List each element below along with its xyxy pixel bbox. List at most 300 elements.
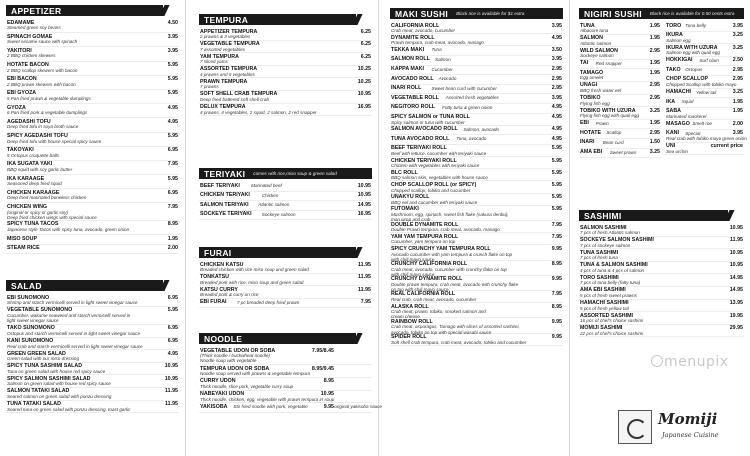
menu-item	[390, 303, 563, 318]
item-description: BBQ fresh water eel	[580, 88, 622, 94]
item-price: 7.95	[551, 291, 562, 298]
menu-item	[199, 365, 372, 378]
item-description: Spicy salmon or tuna with cucumber	[391, 119, 465, 125]
menu-item	[6, 76, 179, 90]
menu-item	[6, 294, 179, 307]
menu-item	[6, 47, 179, 61]
item-price: 3.25	[732, 89, 743, 96]
sashimi-header	[579, 210, 744, 221]
menu-item	[390, 157, 563, 169]
appetizer-header	[6, 5, 179, 16]
menu-item	[579, 129, 661, 139]
item-name: VEGETABLE TEMPURA	[200, 41, 260, 48]
item-name: YAKITORI	[7, 47, 32, 54]
salad-title: SALAD	[11, 280, 42, 291]
item-name: MOMIJI SASHIMI	[580, 325, 623, 332]
item-name: SOCKEYE TERIYAKI	[200, 211, 252, 218]
item-description: Red snapper	[595, 60, 622, 66]
menu-item	[579, 262, 744, 275]
item-description: Egg omelet	[580, 75, 604, 81]
item-price: 2.00	[167, 245, 178, 252]
item-price: 2.95	[732, 66, 743, 73]
menu-column-2	[193, 0, 383, 456]
item-description: (original or spicy or garlic soy)	[7, 209, 69, 215]
item-name: CALIFORNIA ROLL	[391, 22, 440, 29]
menu-item	[199, 78, 372, 91]
item-name: EBI BACON	[7, 76, 37, 83]
menu-item	[6, 235, 179, 245]
item-name: SOCKEYE SALMON SASHIMI	[580, 237, 654, 244]
menu-item	[6, 350, 179, 363]
item-description: Sweet bean curd with cucumber	[431, 85, 497, 91]
menu-column-4	[573, 0, 750, 456]
menu-item	[579, 60, 661, 70]
menu-item	[665, 143, 744, 156]
item-description: Prawn tempura, crab meat, avocado, masago	[391, 40, 484, 46]
furai-header	[199, 247, 372, 258]
item-description: 4 prawns, 4 vegetables, 2 squid, 2 salmon, 2 red snapper	[200, 109, 317, 115]
item-price: 1.95	[732, 108, 743, 115]
menu-item	[390, 291, 563, 303]
item-description: Crab meat, asparagus, Tamago with slices of assorted sashimi,	[391, 324, 520, 330]
menu-item	[579, 287, 744, 300]
menu-item	[665, 89, 744, 99]
tempura-title: TEMPURA	[204, 14, 249, 25]
menu-item	[665, 44, 744, 57]
item-description: 7 prawns	[200, 84, 219, 90]
item-description: Surf clam	[699, 57, 719, 63]
item-name: TAKO SUNOMONO	[7, 325, 55, 332]
item-description: Chopped Scallop with tobiko mayo	[666, 82, 737, 88]
item-price: 29.95	[729, 325, 743, 332]
menu-item	[6, 147, 179, 161]
item-price: 10.95	[729, 249, 743, 256]
item-name: SPINACH GOMAE	[7, 33, 53, 40]
item-name: TOBIKO WITH UZURA	[580, 107, 636, 114]
item-description: Bean curd	[602, 139, 624, 145]
item-description: 2 prawns & 3 vegetables	[200, 34, 251, 40]
item-name: CRUNCHY CALIFORNIA ROLL	[391, 261, 468, 268]
item-price: 11.95	[165, 388, 178, 395]
item-description: 7 pcs of tuna belly (fatty tuna)	[580, 280, 641, 286]
menu-item	[390, 66, 563, 76]
item-name: KANI	[666, 130, 679, 137]
menu-item	[665, 32, 744, 45]
item-name: DELUX TEMPURA	[200, 104, 246, 111]
item-description: 5 Octopus croquette balls	[7, 152, 60, 158]
item-price: 2.00	[732, 120, 743, 127]
item-name: DYNAMITE ROLL	[391, 34, 435, 41]
item-name: HOTATE BACON	[7, 62, 49, 69]
item-price: 10.95	[164, 363, 178, 370]
item-description: 16 pcs of chef's choice sashimi	[580, 318, 644, 324]
item-name: YAM YAM TEMPURA ROLL	[391, 233, 459, 240]
item-description: Salmon, avocado	[463, 126, 499, 132]
menu-item	[390, 221, 563, 233]
item-name: DOUBLE DYNAMITE ROLL	[391, 221, 459, 228]
item-description: Tuna on green salad with house red spicy sauce	[7, 368, 106, 374]
menu-item	[390, 104, 563, 114]
item-description: 5 Pan fried prawn & vegetable dumplings	[7, 96, 91, 102]
nigiri-section	[579, 8, 747, 199]
item-name: SALMON SASHIMI	[580, 224, 627, 231]
item-description-line2: on top with chili mayo sauce	[391, 286, 449, 292]
item-name: GREEN GREEN SALAD	[7, 350, 66, 357]
menu-item	[390, 22, 563, 34]
menu-item	[665, 57, 744, 67]
item-price: 2.95	[649, 95, 660, 102]
item-price: current price	[710, 143, 743, 150]
item-price: 2.95	[649, 82, 660, 89]
item-name: VEGETABLE SUNOMONO	[7, 307, 73, 314]
menu-item	[579, 274, 744, 287]
menu-item	[579, 139, 661, 149]
item-name: CRUNCHY DYNAMITE ROLL	[391, 276, 463, 283]
item-price: 1.95	[649, 120, 660, 127]
appetizer-title: APPETIZER	[11, 5, 62, 16]
item-description: 7 pcs of fresh tuna	[580, 255, 618, 261]
item-price: 16.95	[357, 104, 371, 111]
menu-item	[579, 47, 661, 60]
menu-item	[6, 118, 179, 132]
watermark: menupix	[664, 354, 729, 370]
menu-item	[579, 325, 744, 338]
item-price: 6.95	[167, 147, 178, 154]
item-price: 2.95	[551, 75, 562, 82]
item-name: TEMPURA UDON OR SOBA	[200, 365, 270, 372]
item-price: 4.95	[551, 135, 562, 142]
item-description: 4 prawns and 5 vegetables	[200, 71, 255, 77]
item-name: BLC ROLL	[391, 169, 418, 176]
item-description: Steamed green soy beans	[7, 25, 61, 31]
appetizer-section	[6, 5, 179, 254]
item-description: Octopus and starch vermicelli served in light sweet vinegar sauce	[7, 331, 141, 337]
item-price: 9.95	[551, 334, 562, 341]
item-price: 10.95	[729, 224, 743, 231]
item-name: SPICY CRUNCHY YAM TEMPURA ROLL	[391, 245, 491, 252]
item-price: 5.95	[167, 175, 178, 182]
menu-item	[199, 91, 372, 104]
menu-item	[579, 22, 661, 35]
menu-item	[579, 35, 661, 48]
item-name: SALMON TATAKI SALAD	[7, 388, 70, 395]
item-name: SOFT SHELL CRAB TEMPURA	[200, 91, 278, 98]
item-description: Deep fried marinated boneless chicken	[7, 195, 87, 201]
item-price: 4.95	[551, 34, 562, 41]
item-price: 5.95	[167, 307, 178, 314]
item-name: MISO SOUP	[7, 235, 38, 242]
item-name: YAM TEMPURA	[200, 53, 239, 60]
item-name: EBI GYOZA	[7, 90, 37, 97]
menu-item	[199, 104, 372, 117]
item-price: 14.95	[729, 287, 743, 294]
item-description: Fatty tuna & green onion	[442, 104, 493, 110]
item-price: 8.95	[551, 261, 562, 268]
item-description: 7 assorted vegetables	[200, 46, 245, 52]
item-price: 8.95	[551, 303, 562, 310]
noodle-section	[199, 333, 383, 413]
item-description: 22 pcs of chef's choice sashimi	[580, 330, 644, 336]
brand-name: Momiji	[658, 410, 718, 428]
item-name: AGEDASHI TOFU	[7, 118, 51, 125]
item-description: Assorted fresh vegetables	[445, 95, 499, 101]
item-price: 6.95	[167, 325, 178, 332]
item-name: AMA EBI SASHIMI	[580, 287, 626, 294]
furai-list	[199, 261, 372, 308]
item-name: SPICY SALMON SASHIMI SALAD	[7, 375, 91, 382]
item-note: original yakisoba sauce	[334, 404, 383, 410]
item-price: 5.95	[551, 181, 562, 188]
item-description: Flying fish egg with quail egg	[580, 113, 639, 119]
item-description: Tuna, avocado	[456, 136, 487, 142]
salad-list	[6, 294, 179, 413]
item-name: TUNA SASHIMI	[580, 249, 619, 256]
item-description-line2: avocado, tobiko on top with special wasabi sauce	[391, 329, 492, 335]
item-description: Salmon egg	[666, 37, 691, 43]
item-description: Deep fried tofu with house special spicy sauce	[7, 138, 102, 144]
item-name: TUNA TATAKI SALAD	[7, 401, 61, 408]
item-price: 8.95	[323, 378, 334, 385]
item-note: Special	[685, 130, 701, 136]
item-description: BBQ salmon skin, vegetables with house sauce	[391, 175, 488, 181]
item-price: 3.25	[649, 149, 660, 156]
item-price: 8.95/9.45	[311, 365, 334, 372]
noodle-list	[199, 347, 383, 413]
menu-item	[579, 120, 661, 130]
menu-item	[6, 363, 179, 376]
salad-section	[6, 280, 179, 413]
item-price: 6.25	[360, 41, 371, 48]
item-name: SALMON AVOCADO ROLL	[391, 126, 458, 133]
item-price: 1.95	[732, 98, 743, 105]
item-description: Cucumber	[431, 66, 453, 72]
item-description: 7 pcs of fresh Atlantic salmon	[580, 230, 640, 236]
item-description: Octopus	[685, 67, 703, 73]
item-description: Sweet prawn	[609, 149, 637, 155]
menu-item	[199, 192, 372, 202]
menu-item	[390, 261, 563, 276]
item-description: Seared salmon on green salad with ponzu dressing	[7, 394, 112, 400]
item-name: REAL CALIFORNIA ROLL	[391, 291, 456, 298]
item-price: 2.95	[649, 129, 660, 136]
item-price: 10.95	[357, 182, 371, 189]
menu-item	[6, 33, 179, 47]
nigiri-list-left	[579, 22, 661, 158]
item-price: 4.95	[551, 126, 562, 133]
item-price: 11.95	[358, 286, 371, 293]
maki-list	[390, 22, 563, 346]
item-name: RAINBOW ROLL	[391, 318, 433, 325]
menu-item	[390, 318, 563, 333]
menu-item	[390, 181, 563, 193]
item-name: SPICY SALMON or TUNA ROLL	[391, 114, 470, 121]
item-price: 2.95	[649, 47, 660, 54]
item-price: 6.95	[167, 338, 178, 345]
item-name: AMA EBI	[580, 149, 603, 156]
item-price: 2.95	[551, 85, 562, 92]
item-description: Seared tuna on green salad with ponzu dressing, toast garlic	[7, 406, 131, 412]
menu-item	[579, 249, 744, 262]
item-description: Stir fried noodle with pork, vegetable	[233, 404, 308, 410]
item-price: 3.25	[732, 32, 743, 39]
item-price: 1.95	[649, 60, 660, 67]
item-price: 7.95	[551, 233, 562, 240]
restaurant-logo	[618, 404, 738, 452]
menu-item	[199, 299, 372, 309]
menu-item	[390, 145, 563, 157]
item-price: 10.95	[729, 262, 743, 269]
item-price: 5.95	[551, 169, 562, 176]
menu-item	[199, 347, 372, 365]
item-description: Squid	[681, 99, 694, 105]
item-price: 6.25	[360, 28, 371, 35]
item-name: CHICKEN WING	[7, 203, 48, 210]
menu-column-3	[384, 0, 570, 456]
item-description: BBQ squid with soy garlic butter	[7, 166, 73, 172]
item-price: 2.95	[551, 66, 562, 73]
nigiri-list-right	[665, 22, 747, 155]
item-price: 11.95	[165, 401, 178, 408]
item-description: Deep fried battered soft shell crab	[200, 97, 269, 103]
item-description: Crab meat, prawn, tobiko, smoked salmon and	[391, 309, 486, 315]
maple-leaf-icon	[618, 410, 652, 444]
tempura-header	[199, 14, 372, 25]
item-price: 6.95	[167, 294, 178, 301]
item-price: 4.95	[167, 350, 178, 357]
item-name: CHICKEN KARAAGE	[7, 189, 60, 196]
item-name: IKURA	[666, 32, 683, 39]
item-description: Marinated mackerel	[666, 113, 707, 119]
item-description: Japanese style Tacos with spicy tuna, avocado, green onion	[7, 226, 130, 232]
item-description: BBQ eel and cucumber with teriyaki sauce	[391, 199, 478, 205]
item-description: 7 pc breaded deep fried prawn	[236, 299, 300, 305]
furai-section	[199, 247, 372, 308]
menu-item	[579, 224, 744, 237]
item-name: TEKKA MAKI	[391, 46, 425, 53]
menu-item	[6, 338, 179, 351]
menu-item	[390, 194, 563, 206]
item-description: Salmon	[435, 56, 451, 62]
menu-item	[199, 211, 372, 221]
menu-item	[579, 149, 661, 159]
item-description: Prawn	[595, 120, 609, 126]
item-price: 2.95	[732, 76, 743, 83]
menu-item	[665, 98, 744, 108]
item-price: 9.95	[323, 403, 334, 410]
item-name: CURRY UDON	[200, 378, 236, 385]
teriyaki-list	[199, 182, 372, 220]
item-price: 9.95	[551, 245, 562, 252]
item-description: Breaded pork with rice, miso soup and green salad	[200, 279, 304, 285]
item-name: APPETIZER TEMPURA	[200, 28, 258, 35]
item-name: ASSORTED SASHIMI	[580, 312, 633, 319]
menu-item	[6, 161, 179, 175]
item-price: 11.95	[358, 274, 371, 281]
item-name: TORO	[666, 22, 682, 29]
item-description-line2: with chili mayo sauce	[391, 256, 435, 262]
item-description: Thick noodle, chicken, egg, vegetable with prawn tempura in soup	[200, 396, 335, 402]
item-description: (Thick noodle / buckwheat noodle)	[200, 353, 270, 359]
item-description: Crab meat, avocado, cucumber	[391, 28, 456, 34]
item-description: Scallop	[606, 130, 622, 136]
item-description: Real crab and starch vermicelli served in light sweet vinegar sauce	[7, 343, 143, 349]
item-name: TAMAGO	[580, 69, 604, 76]
item-price: 11.95	[730, 237, 743, 244]
menu-column-1	[0, 0, 186, 456]
item-price: 3.95	[732, 130, 743, 137]
item-price: 9.95	[551, 318, 562, 325]
menu-item	[199, 403, 383, 413]
item-description: Sockeye salmon	[580, 53, 614, 59]
item-name: MASAGO	[666, 120, 690, 127]
item-name: TORO SASHIMI	[580, 274, 619, 281]
item-description: Beef with lettuce, cucumber with teriyaki sauce	[391, 151, 487, 156]
item-description: Real crab with tobiko mayo green onion	[666, 136, 747, 142]
salad-header	[6, 280, 179, 291]
menu-item	[579, 237, 744, 250]
item-description: Sockeye salmon	[261, 211, 296, 217]
item-name: HOTATE	[580, 129, 601, 136]
item-price: 7.95	[360, 299, 371, 306]
item-name: CHICKEN KATSU	[200, 261, 244, 268]
item-name: AVOCADO ROLL	[391, 75, 434, 82]
sashimi-list	[579, 224, 744, 337]
menu-item	[579, 69, 661, 82]
menu-item	[199, 66, 372, 79]
item-name: UNAGI	[580, 82, 598, 89]
menu-item	[6, 388, 179, 401]
menu-item	[199, 378, 372, 391]
item-name: HOKKIGAI	[666, 57, 693, 64]
menu-item	[665, 130, 747, 143]
item-price: 4.50	[167, 19, 178, 26]
item-description: Atlantic salmon	[258, 202, 290, 208]
item-name: CHOP SCALLOP	[666, 76, 708, 83]
item-name: NEGITORO ROLL	[391, 104, 436, 111]
item-description: Marinated beef	[251, 183, 282, 188]
item-price: 14.95	[729, 274, 743, 281]
item-description: Chicken with vegetables with teriyaki sauce	[391, 163, 480, 169]
item-price: 10.95	[164, 375, 178, 382]
item-price: 5.95	[551, 206, 562, 213]
item-name: KAPPA MAKI	[391, 66, 424, 73]
item-description: 6 Pan fried pork & vegetable dumplings	[7, 110, 88, 116]
menu-item	[390, 245, 563, 260]
menu-item	[390, 46, 563, 56]
item-description: Yellow tail	[695, 89, 717, 95]
item-price: 3.25	[732, 44, 743, 51]
item-name: CHOP SCALLOP ROLL (or SPICY)	[391, 181, 477, 188]
item-name: WILD SALMON	[580, 47, 618, 54]
item-description-line2: Deep fried chicken wings with special sauce	[7, 214, 97, 220]
item-name: IKURA WITH UZURA	[666, 44, 718, 51]
menu-item	[199, 391, 372, 404]
item-price: 4.95	[167, 118, 178, 125]
menu-item	[390, 276, 563, 291]
item-price: 3.95	[732, 22, 743, 29]
menu-item	[390, 334, 563, 346]
menu-item	[6, 221, 179, 235]
tempura-section	[199, 14, 372, 116]
item-description-line2: Noodle soup with vegetable	[200, 358, 257, 364]
sashimi-section	[579, 210, 744, 337]
item-name: VEGETABLE UDON OR SOBA	[200, 347, 276, 354]
item-description: Seasoned deep fried squid	[7, 181, 62, 187]
menu-item	[199, 274, 372, 287]
item-name: CHICKEN TERIYAKI	[200, 192, 250, 199]
menu-item	[390, 169, 563, 181]
item-description: Avocado	[438, 76, 457, 82]
